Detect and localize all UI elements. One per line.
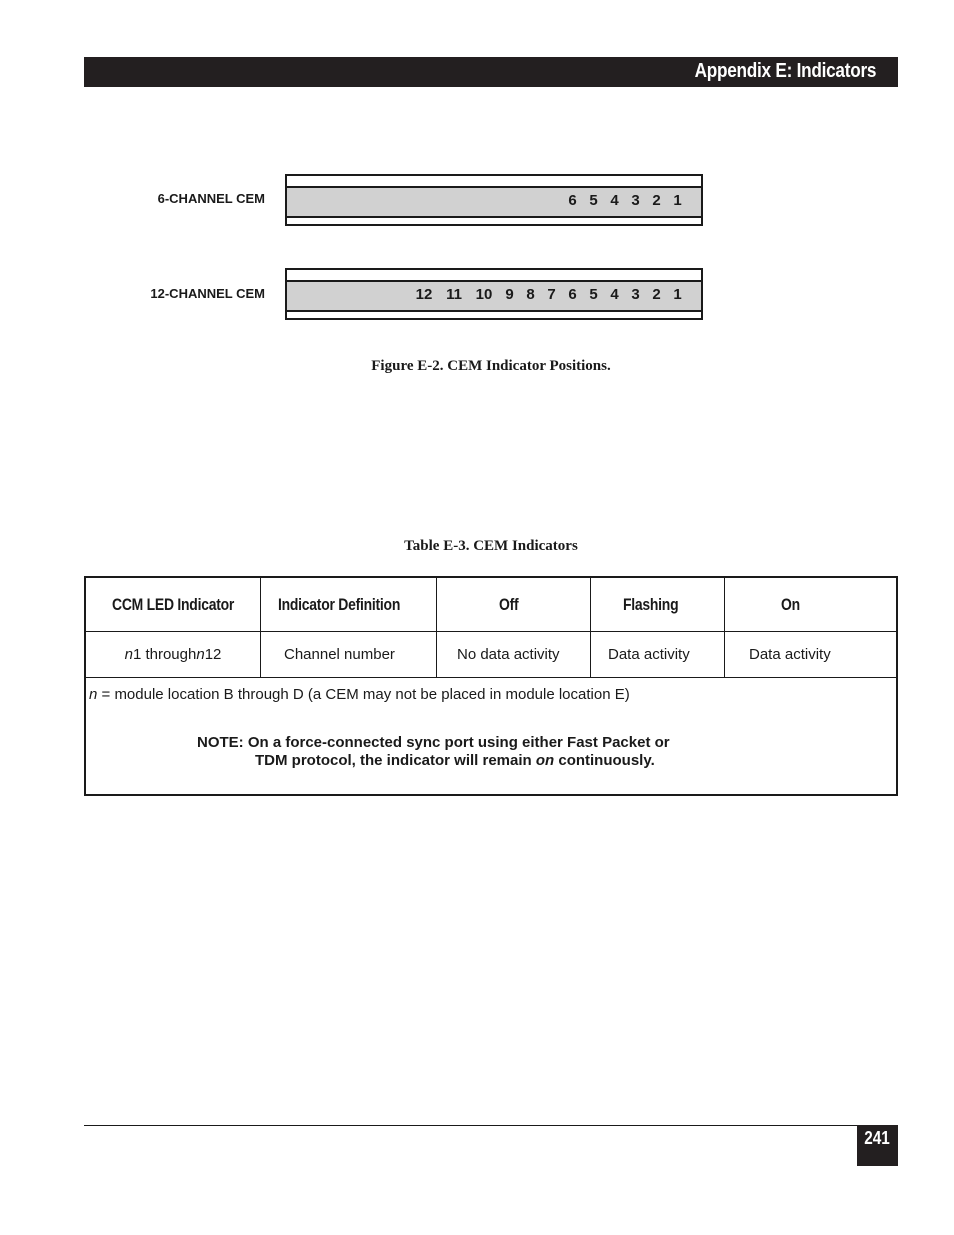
header-off: Off [437,578,591,631]
cem-indicators-table [84,576,898,796]
cem-12-strip [285,268,703,320]
footer-rule [84,1125,898,1126]
table-title: Table E-3. CEM Indicators [404,538,578,554]
table-footnote: n = module location B through D (a CEM may not be placed in module location E) [89,686,630,703]
cem6-channel-5: 5 [589,192,598,209]
table-row [86,631,896,678]
cem12-channel-5: 5 [589,286,598,303]
cem12-channel-12: 12 [415,286,433,303]
cem-6-label: 6-CHANNEL CEM [157,191,265,206]
cell-on: Data activity [749,645,831,663]
cem6-channel-3: 3 [631,192,640,209]
cem12-channel-7: 7 [547,286,556,303]
header-on: On [781,594,800,614]
cem6-channel-4: 4 [610,192,619,209]
page-number: 241 [857,1125,898,1166]
table-note [197,734,670,770]
cell-definition: Channel number [261,631,437,677]
cem-6-indicator-band [287,186,701,218]
header-title: Appendix E: Indicators [694,60,876,82]
cem12-channel-9: 9 [505,286,514,303]
cem12-channel-11: 11 [446,286,462,303]
header-flashing: Flashing [591,578,725,631]
cem-12-indicator-band [287,280,701,312]
cell-off: No data activity [437,631,591,677]
header-ccm-led-indicator: CCM LED Indicator [86,578,261,631]
cem12-channel-10: 10 [475,286,493,303]
running-header [84,57,898,87]
cell-flashing: Data activity [591,631,725,677]
cem-12-numbers [409,286,688,303]
cell-indicator: n 1 through n 12 [86,631,261,677]
cem12-channel-3: 3 [631,286,640,303]
note-line-1: NOTE: On a force-connected sync port using either Fast Packet or [197,734,670,751]
cem6-channel-6: 6 [568,192,577,209]
cem12-channel-1: 1 [673,286,682,303]
cem6-channel-2: 2 [652,192,661,209]
cem-6-numbers [562,192,688,209]
figure-caption: Figure E-2. CEM Indicator Positions. [371,358,611,374]
cem-6-strip [285,174,703,226]
table-header-row [86,578,896,632]
cem6-channel-1: 1 [673,192,682,209]
note-line-2: TDM protocol, the indicator will remain on continuously. [255,752,655,769]
header-indicator-definition: Indicator Definition [261,578,437,631]
cem12-channel-2: 2 [652,286,661,303]
cem12-channel-8: 8 [526,286,535,303]
cem-12-label: 12-CHANNEL CEM [150,286,265,301]
cem12-channel-6: 6 [568,286,577,303]
cem12-channel-4: 4 [610,286,619,303]
